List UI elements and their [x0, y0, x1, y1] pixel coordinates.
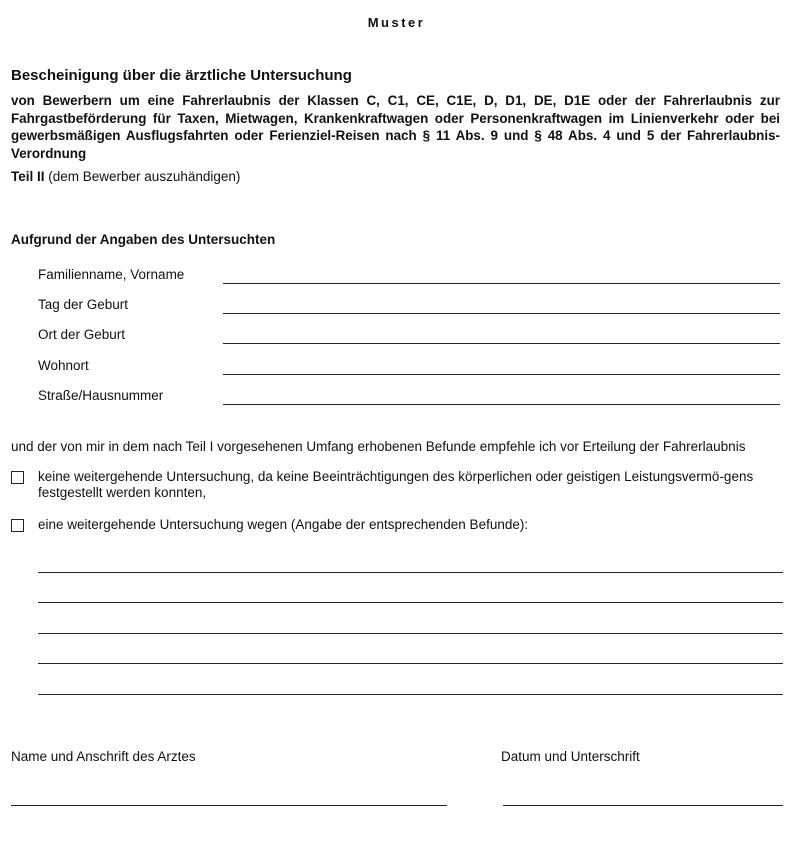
checkbox-weitergehende-untersuchung[interactable] [11, 519, 24, 532]
arzt-signature-line[interactable] [11, 805, 447, 806]
findings-line-2[interactable] [38, 602, 783, 603]
findings-line-4[interactable] [38, 663, 783, 664]
option-text: eine weitergehende Untersuchung wegen (Angabe der entsprechenden Befunde): [38, 517, 529, 532]
findings-line-3[interactable] [38, 633, 783, 634]
recommendation-intro: und der von mir in dem nach Teil I vorgesehenen Umfang erhobenen Befunde empfehle ich vor Erteilung der Fahrerlaubnis [11, 439, 746, 454]
document-title: Bescheinigung über die ärztliche Untersuchung [11, 67, 352, 84]
datum-label: Datum und Unterschrift [501, 749, 640, 764]
option-keine-untersuchung [11, 469, 780, 501]
fill-in-line-familienname[interactable] [223, 283, 780, 284]
fill-in-line-strasse-hausnummer[interactable] [223, 404, 780, 405]
part-note: (dem Bewerber auszuhändigen) [44, 169, 241, 184]
arzt-label: Name und Anschrift des Arztes [11, 749, 196, 764]
field-familienname [38, 264, 780, 284]
findings-line-1[interactable] [38, 572, 783, 573]
field-label: Tag der Geburt [38, 297, 129, 312]
field-label: Straße/Hausnummer [38, 388, 164, 403]
field-tag-der-geburt [38, 294, 780, 314]
field-label: Familienname, Vorname [38, 267, 185, 282]
document-subtitle: von Bewerbern um eine Fahrerlaubnis der Klassen C, C1, CE, C1E, D, D1, DE, D1E oder der Fahrerlaubnis zur Fahrgastbeförderung für Taxen, Mietwagen, Krankenkraftwagen oder Personenkraftwagen im Linienverkehr oder bei gewerbsmäßigen Ausflugsfahrten oder Ferienziel-Reisen nach § 11 Abs. 9 und § 48 Abs. 4 und 5 der Fahrerlaubnis-Verordnung [11, 93, 780, 161]
field-strasse-hausnummer [38, 385, 780, 405]
form-header-muster: Muster [367, 15, 426, 30]
datum-signature-line[interactable] [503, 805, 783, 806]
checkbox-keine-untersuchung[interactable] [11, 471, 24, 484]
section-heading-angaben: Aufgrund der Angaben des Untersuchten [11, 232, 276, 247]
findings-line-5[interactable] [38, 694, 783, 695]
part-designation [11, 169, 240, 184]
option-text: keine weitergehende Untersuchung, da keine Beeinträchtigungen des körperlichen oder geistigen Leistungsvermö-gens festgestellt werden konnten, [38, 469, 754, 500]
option-weitergehende-untersuchung [11, 517, 780, 533]
fill-in-line-ort-der-geburt[interactable] [223, 343, 780, 344]
part-label: Teil II [11, 169, 45, 184]
fill-in-line-tag-der-geburt[interactable] [223, 313, 780, 314]
field-label: Wohnort [38, 358, 89, 373]
field-wohnort [38, 355, 780, 375]
field-ort-der-geburt [38, 324, 780, 344]
fill-in-line-wohnort[interactable] [223, 374, 780, 375]
field-label: Ort der Geburt [38, 327, 126, 342]
